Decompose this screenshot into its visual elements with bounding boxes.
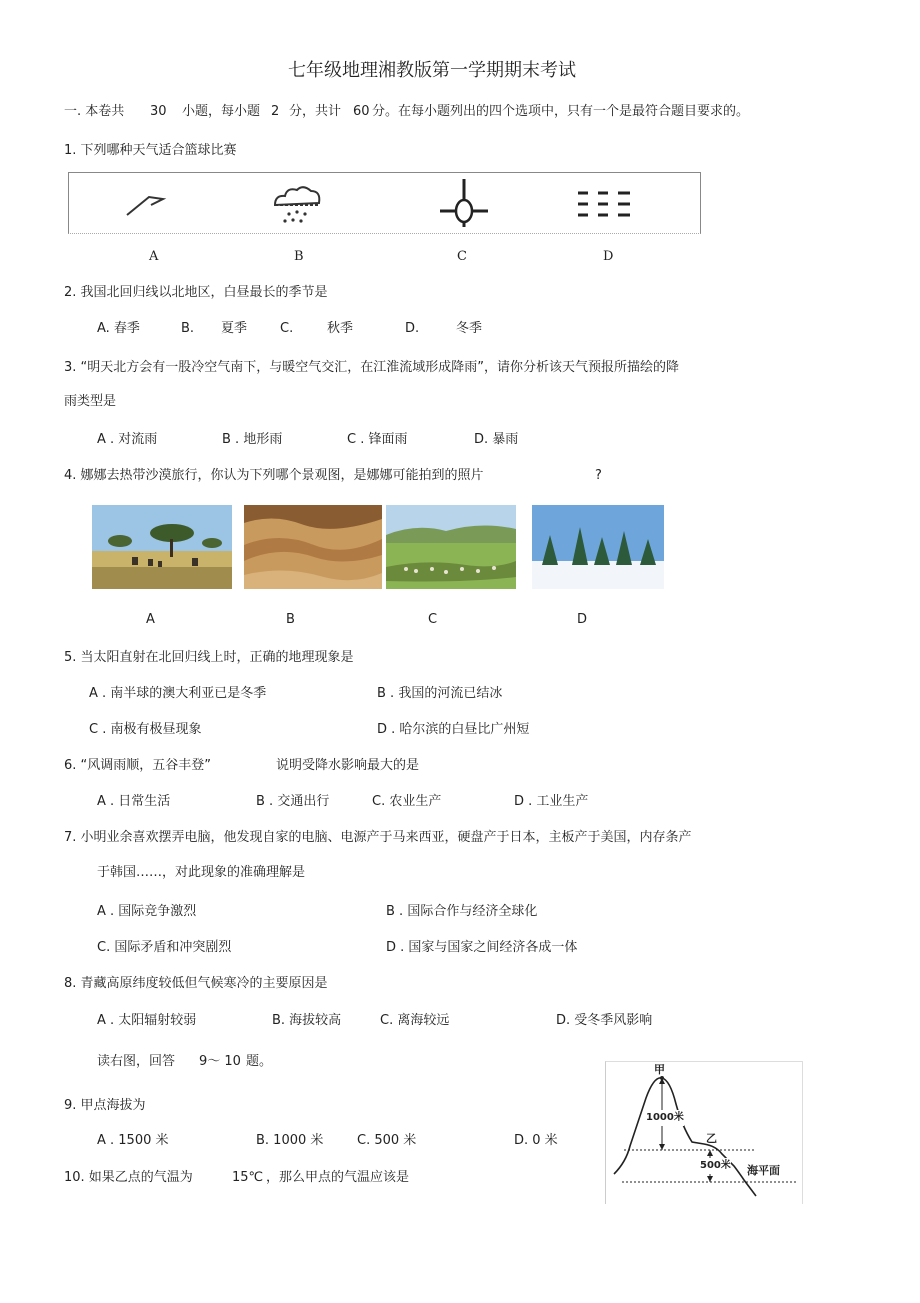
page-title: 七年级地理湘教版第一学期期末考试 [288, 60, 576, 81]
q1-label-a: A [149, 249, 159, 264]
q6-option-b: B . 交通出行 [256, 794, 330, 809]
q9-option-d: D. 0 米 [514, 1133, 558, 1148]
q7-option-d: D . 国家与国家之间经济各成一体 [386, 940, 578, 955]
q4-stem: 4. 娜娜去热带沙漠旅行，你认为下列哪个景观图，是娜娜可能拍到的照片 [64, 468, 484, 483]
q6-option-c: C. 农业生产 [372, 794, 442, 809]
instructions-mid1: 小题，每小题 [182, 104, 261, 119]
q7-stem-line1: 7. 小明业余喜欢摆弄电脑，他发现自家的电脑、电源产于马来西亚，硬盘产于日本，主板产于美国，内存条产 [64, 830, 692, 845]
savanna-photo [92, 505, 232, 589]
q2-option-b-letter: B. [181, 321, 195, 336]
q8-option-b: B. 海拔较高 [272, 1013, 342, 1028]
diagram-point-label: 乙 [706, 1132, 717, 1145]
instructions-mid2: 分，共计 [289, 104, 342, 119]
instructions-points-each: 2 [271, 104, 280, 119]
q8-option-a: A . 太阳辐射较弱 [97, 1013, 197, 1028]
q9-stem: 9. 甲点海拔为 [64, 1098, 146, 1113]
q1-label-c: C [457, 249, 467, 264]
q2-stem: 2. 我国北回归线以北地区，白昼最长的季节是 [64, 285, 328, 300]
diagram-height-1000: 1000米 [646, 1110, 684, 1126]
q1-label-d: D [603, 249, 614, 264]
q7-option-a: A . 国际竞争激烈 [97, 904, 197, 919]
q4-label-b: B [286, 612, 295, 627]
q6-stem-part2: 说明受降水影响最大的是 [276, 758, 420, 773]
q9-option-a: A . 1500 米 [97, 1133, 169, 1148]
instructions-prefix: 一. 本卷共 [64, 104, 125, 119]
q3-stem-line2: 雨类型是 [64, 394, 117, 409]
q3-option-c: C . 锋面雨 [347, 432, 408, 447]
desert-photo [244, 505, 382, 589]
instructions-total: 60 [353, 104, 370, 119]
diagram-height-500: 500米 [700, 1158, 731, 1174]
instructions-question-count: 30 [150, 104, 167, 119]
q9-option-b: B. 1000 米 [256, 1133, 324, 1148]
read-diagram-range: 9～ 10 [199, 1054, 241, 1069]
q5-stem: 5. 当太阳直射在北回归线上时，正确的地理现象是 [64, 650, 354, 665]
q3-option-b: B . 地形雨 [222, 432, 283, 447]
q4-question-mark: ? [595, 468, 602, 483]
diagram-peak-label: 甲 [654, 1063, 665, 1076]
q2-option-d-text: 冬季 [456, 321, 483, 336]
q3-stem-line1: 3. “明天北方会有一股冷空气南下，与暖空气交汇，在江淮流域形成降雨”，请你分析该天气预报所描绘的降 [64, 360, 680, 375]
q9-option-c: C. 500 米 [357, 1133, 417, 1148]
q2-option-c-text: 秋季 [327, 321, 354, 336]
diagram-sea-level-label: 海平面 [747, 1164, 780, 1177]
q10-stem-part1: 10. 如果乙点的气温为 [64, 1170, 193, 1185]
q1-weather-symbols-panel [68, 172, 701, 234]
q1-label-b: B [294, 249, 304, 264]
mountain-elevation-diagram [605, 1061, 803, 1204]
q7-option-c: C. 国际矛盾和冲突剧烈 [97, 940, 232, 955]
q10-stem-part2: ，那么甲点的气温应该是 [266, 1170, 410, 1185]
q2-option-d-letter: D. [405, 321, 420, 336]
snow-forest-photo [532, 505, 664, 589]
q1-stem: 1. 下列哪种天气适合篮球比赛 [64, 143, 237, 158]
q10-temperature: 15℃ [232, 1170, 264, 1185]
q6-option-a: A . 日常生活 [97, 794, 171, 809]
fog-icon [574, 183, 644, 233]
q8-option-d: D. 受冬季风影响 [556, 1013, 653, 1028]
read-diagram-suffix: 题。 [246, 1054, 273, 1069]
q2-option-c-letter: C. [280, 321, 294, 336]
q2-option-b-text: 夏季 [221, 321, 248, 336]
instructions-suffix: 分。在每小题列出的四个选项中，只有一个是最符合题目要求的。 [372, 104, 750, 119]
typhoon-icon [434, 175, 494, 231]
q4-label-d: D [577, 612, 588, 627]
rain-cloud-icon [269, 181, 329, 231]
q4-label-a: A [146, 612, 155, 627]
wind-flag-icon [119, 181, 179, 231]
q3-option-d: D. 暴雨 [474, 432, 519, 447]
grassland-photo [386, 505, 516, 589]
q5-option-b: B . 我国的河流已结冰 [377, 686, 503, 701]
q5-option-c: C . 南极有极昼现象 [89, 722, 202, 737]
q7-option-b: B . 国际合作与经济全球化 [386, 904, 538, 919]
q6-option-d: D . 工业生产 [514, 794, 589, 809]
q6-stem-part1: 6. “风调雨顺，五谷丰登” [64, 758, 212, 773]
q3-option-a: A . 对流雨 [97, 432, 158, 447]
q7-stem-line2: 于韩国……，对此现象的准确理解是 [97, 865, 306, 880]
q2-option-a: A. 春季 [97, 321, 140, 336]
q5-option-a: A . 南半球的澳大利亚已是冬季 [89, 686, 267, 701]
q8-option-c: C. 离海较远 [380, 1013, 450, 1028]
q5-option-d: D . 哈尔滨的白昼比广州短 [377, 722, 530, 737]
read-diagram-prefix: 读右图，回答 [97, 1054, 176, 1069]
q8-stem: 8. 青藏高原纬度较低但气候寒冷的主要原因是 [64, 976, 328, 991]
q4-label-c: C [428, 612, 438, 627]
